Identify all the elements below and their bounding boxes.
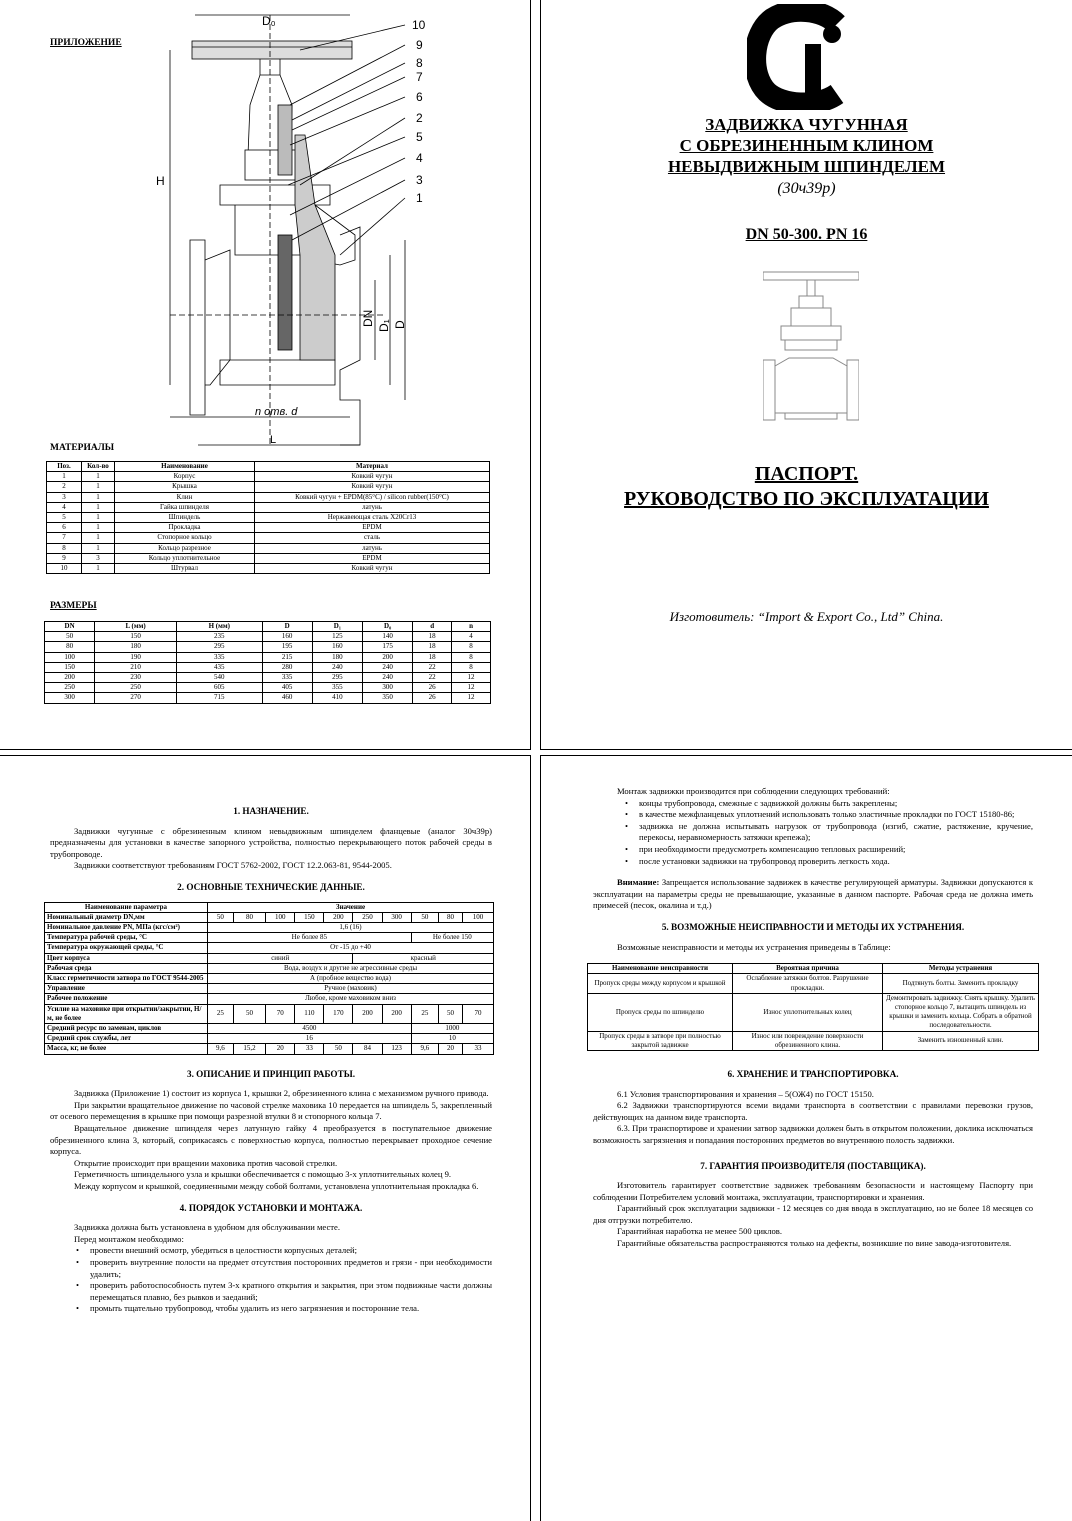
table-row (47, 533, 490, 543)
table-cell: EPDM (255, 523, 490, 533)
table-row (45, 652, 491, 662)
table-cell: 10 (47, 564, 82, 574)
table-cell: 1 (82, 564, 115, 574)
table-cell: 4 (452, 632, 491, 642)
label-h: H (156, 174, 165, 188)
table-cell: 335 (176, 652, 262, 662)
appendix-label: ПРИЛОЖЕНИЕ (50, 38, 122, 48)
table-cell: Шпиндель (115, 513, 255, 523)
part-label: 1 (416, 191, 423, 205)
model-code: (30ч39р) (777, 180, 836, 197)
spec-value: 4500 (208, 1024, 412, 1034)
table-cell: EPDM (255, 553, 490, 563)
table-row (588, 1031, 1039, 1050)
spec-label: Масса, кг, не более (45, 1044, 208, 1054)
part-label: 9 (416, 38, 423, 52)
table-cell: 22 (413, 673, 452, 683)
label-holes: n отв. d (255, 406, 298, 418)
sizes-label: РАЗМЕРЫ (50, 601, 97, 611)
part-label: 10 (412, 18, 426, 32)
spec-value: 1,6 (16) (208, 922, 494, 932)
spec-value: 25 (411, 1004, 438, 1023)
table-cell: 8 (47, 543, 82, 553)
table-row (47, 492, 490, 502)
section-title: 7. ГАРАНТИЯ ПРОИЗВОДИТЕЛЯ (ПОСТАВЩИКА). (700, 1160, 926, 1171)
table-cell: 1 (82, 492, 115, 502)
table-cell: Ослабление затяжки болтов. Разрушение прокладки. (733, 974, 883, 993)
table-row (47, 502, 490, 512)
paragraph: Задвижка должна быть установлена в удобном для обслуживании месте. (74, 1222, 340, 1233)
spec-value: синий (208, 953, 353, 963)
table-cell: 150 (45, 662, 95, 672)
paragraph: Изготовитель гарантирует соответствие задвижек требованиям безопасности и настоящему Паспорту при соблюдении Потребителем условий монтажа, эксплуатации, транспортировки и хранения. (593, 1180, 1033, 1202)
spec-value: 150 (295, 912, 324, 922)
table-cell: 180 (95, 642, 177, 652)
table-cell: сталь (255, 533, 490, 543)
table-cell: Прокладка (115, 523, 255, 533)
spec-label: Рабочее положение (45, 994, 208, 1004)
spec-value: 200 (324, 912, 353, 922)
table-cell: 18 (413, 632, 452, 642)
paragraph: 6.2 Задвижки транспортируются всеми видами транспорта в соответствии с правилами перевозки грузов, действующих на данном виде транспорта. (593, 1100, 1033, 1122)
table-cell: 180 (312, 652, 362, 662)
spec-label: Средний ресурс по заменам, циклов (45, 1024, 208, 1034)
manufacturer: Изготовитель: “Import & Export Co., Ltd” China. (669, 609, 944, 624)
table-cell: 335 (262, 673, 312, 683)
table-row (45, 693, 491, 703)
spec-label: Рабочая среда (45, 963, 208, 973)
table-cell: 250 (95, 683, 177, 693)
part-label: 2 (416, 111, 423, 125)
spec-value: Вода, воздух и другие не агрессивные среды (208, 963, 494, 973)
part-label: 6 (416, 90, 423, 104)
section-title: 5. ВОЗМОЖНЫЕ НЕИСПРАВНОСТИ И МЕТОДЫ ИХ УСТРАНЕНИЯ. (661, 921, 965, 932)
table-cell: 300 (45, 693, 95, 703)
warning-label: Внимание: (617, 877, 660, 888)
label-d1: D₁ (377, 319, 391, 332)
paragraph: Перед монтажом необходимо: (74, 1233, 184, 1244)
spec-label: Средний срок службы, лет (45, 1034, 208, 1044)
col-header: DN (45, 622, 95, 632)
table-cell: 435 (176, 662, 262, 672)
list-item: • проверить внутренние полости на предмет отсутствия посторонних предметов и грязи - при необходимости удалить; (90, 1257, 492, 1280)
list-item: • задвижка не должна испытывать нагрузок от трубопровода (изгиб, сжатие, растяжение, кручение, перекосы, неравномерность затяжки крепежа); (639, 821, 1033, 844)
col-header: Кол-во (82, 462, 115, 472)
table-cell: 2 (47, 482, 82, 492)
table-cell: 160 (262, 632, 312, 642)
table-cell: 1 (82, 502, 115, 512)
col-header: Вероятная причина (733, 964, 883, 974)
part-label: 5 (416, 130, 423, 144)
spec-value: 1000 (411, 1024, 493, 1034)
table-cell: 175 (362, 642, 412, 652)
spec-label: Управление (45, 984, 208, 994)
company-logo (747, 4, 857, 110)
list-item: • после установки задвижки на трубопровод проверить легкость хода. (639, 856, 1033, 868)
table-cell: 235 (176, 632, 262, 642)
page4-content (593, 786, 1033, 1250)
warning-text: Запрещается использование задвижек в качестве регулирующей арматуры. Задвижки допускаются к эксплуатации на параметры среды не превышающие, указанные в данном паспорте. Рабочая среда не должна иметь примесей (песок, окалина и т.д.) (593, 877, 1033, 911)
spec-value: 9,6 (411, 1044, 438, 1054)
spec-value: 9,6 (208, 1044, 234, 1054)
label-d0: D₀ (262, 14, 276, 28)
table-cell: 215 (262, 652, 312, 662)
paragraph: Задвижки соответствуют требованиям ГОСТ 5762-2002, ГОСТ 12.2.063-81, 9544-2005. (74, 860, 392, 871)
spec-value: 20 (266, 1044, 295, 1054)
paragraph: Вращательное движение шпинделя через латунную гайку 4 преобразуется в поступательное движение обрезиненного клина 3, который, соприкасаясь с поверхностью корпуса, полностью перекрывает проходное сечение корпуса. (50, 1122, 492, 1157)
table-cell: 150 (95, 632, 177, 642)
paragraph: 6.1 Условия транспортирования и хранения – 5(ОЖ4) по ГОСТ 15150. (617, 1088, 874, 1099)
paragraph: Между корпусом и крышкой, соединенными между собой болтами, установлена уплотнительная прокладка 6. (74, 1180, 479, 1191)
table-row (45, 662, 491, 672)
table-cell: 410 (312, 693, 362, 703)
table-cell: Износ уплотнительных колец (733, 993, 883, 1031)
list-item: • в качестве межфланцевых уплотнений использовать только эластичные прокладки по ГОСТ 15180-86; (639, 809, 1033, 821)
sizes-table (44, 621, 491, 704)
table-cell: 12 (452, 693, 491, 703)
table-cell: 4 (47, 502, 82, 512)
part-label: 7 (416, 70, 423, 84)
table-cell: 8 (452, 662, 491, 672)
table-cell: Кольцо уплотнительное (115, 553, 255, 563)
materials-label: МАТЕРИАЛЫ (50, 443, 115, 453)
size-range: DN 50-300. PN 16 (745, 226, 868, 243)
spec-value: 100 (266, 912, 295, 922)
table-cell: 6 (47, 523, 82, 533)
page-sections-5-7 (540, 755, 1072, 1521)
title-line: НЕВЫДВИЖНЫМ ШПИНДЕЛЕМ (667, 157, 946, 176)
col-header: Методы устранения (883, 964, 1039, 974)
table-cell: 125 (312, 632, 362, 642)
table-cell: Ковкий чугун (255, 564, 490, 574)
col-header: Поз. (47, 462, 82, 472)
table-cell: 3 (47, 492, 82, 502)
document-title (541, 114, 1072, 177)
spec-value: 50 (233, 1004, 265, 1023)
spec-label: Класс герметичности затвора по ГОСТ 9544-2005 (45, 973, 208, 983)
table-row (588, 974, 1039, 993)
part-label: 3 (416, 173, 423, 187)
table-cell: 240 (362, 673, 412, 683)
table-row (45, 642, 491, 652)
table-cell: 26 (413, 683, 452, 693)
col-header: Наименование неисправности (588, 964, 733, 974)
table-cell: 200 (45, 673, 95, 683)
table-cell: Стопорное кольцо (115, 533, 255, 543)
spec-value: 33 (463, 1044, 494, 1054)
table-cell: Износ или повреждение поверхности обрезиненного клина. (733, 1031, 883, 1050)
table-cell: 18 (413, 652, 452, 662)
spec-value: 50 (411, 912, 438, 922)
table-cell: Пропуск среды в затворе при полностью закрытой задвижке (588, 1031, 733, 1050)
col-header: Значение (208, 902, 494, 912)
table-cell: 1 (82, 533, 115, 543)
spec-value: 200 (353, 1004, 382, 1023)
paragraph: Герметичность шпиндельного узла и крышки обеспечивается с помощью 3-х уплотнительных колец 9. (74, 1169, 452, 1180)
table-row (47, 553, 490, 563)
table-cell: 1 (47, 472, 82, 482)
spec-value: 80 (439, 912, 463, 922)
spec-value: Не более 150 (411, 933, 493, 943)
table-cell: Подтянуть болты. Заменить прокладку (883, 974, 1039, 993)
col-header: n (452, 622, 491, 632)
spec-value: Любое, кроме маховиком вниз (208, 994, 494, 1004)
table-cell: 230 (95, 673, 177, 683)
table-cell: 350 (362, 693, 412, 703)
list-item: • промыть тщательно трубопровод, чтобы удалить из него загрязнения и посторонние тела. (90, 1303, 492, 1315)
spec-value: 80 (233, 912, 265, 922)
page-appendix (0, 0, 531, 750)
table-cell: латунь (255, 543, 490, 553)
paragraph: Задвижка (Приложение 1) состоит из корпуса 1, крышки 2, обрезиненного клина с механизмом ручного привода. (74, 1088, 489, 1099)
table-row (47, 513, 490, 523)
table-cell: 12 (452, 683, 491, 693)
paragraph: При закрытии вращательное движение по часовой стрелке маховика 10 передается на шпиндель 5, закрепленный от осевого перемещения в крышке при помощи разрезной втулки 8 и стопорного кольца 7. (50, 1099, 492, 1122)
table-cell: Ковкий чугун + EPDM(85°С) / silicon rubber(150°С) (255, 492, 490, 502)
table-cell: 22 (413, 662, 452, 672)
page-sections-1-4 (0, 755, 531, 1521)
table-cell: Ковкий чугун (255, 482, 490, 492)
table-cell: 12 (452, 673, 491, 683)
valve-section-drawing (150, 5, 450, 450)
col-header: L (мм) (95, 622, 177, 632)
materials-table (46, 461, 490, 574)
list-item: • провести внешний осмотр, убедиться в целостности корпусных деталей; (90, 1245, 492, 1257)
col-header: d (413, 622, 452, 632)
table-cell: Корпус (115, 472, 255, 482)
table-row (47, 564, 490, 574)
table-cell: 540 (176, 673, 262, 683)
col-header: D (262, 622, 312, 632)
list-item: • при необходимости предусмотреть компенсацию тепловых расширений; (639, 844, 1033, 856)
table-cell: Гайка шпинделя (115, 502, 255, 512)
spec-value: Ручное (маховик) (208, 984, 494, 994)
spec-value: 50 (324, 1044, 353, 1054)
table-cell: 300 (362, 683, 412, 693)
spec-label: Усилие на маховике при открытии/закрытии, Н/м, не более (45, 1004, 208, 1023)
spec-value: 20 (439, 1044, 463, 1054)
table-cell: 140 (362, 632, 412, 642)
section-title: 4. ПОРЯДОК УСТАНОВКИ И МОНТАЖА. (179, 1202, 363, 1213)
table-cell: 280 (262, 662, 312, 672)
table-cell: 240 (312, 662, 362, 672)
paragraph: Монтаж задвижки производится при соблюдении следующих требований: (617, 786, 890, 796)
table-cell: 8 (452, 652, 491, 662)
col-header: Материал (255, 462, 490, 472)
table-cell: 190 (95, 652, 177, 662)
spec-value: 15,2 (233, 1044, 265, 1054)
spec-table (44, 902, 494, 1055)
spec-value: 200 (382, 1004, 411, 1023)
troubleshooting-table (587, 963, 1039, 1051)
table-row (47, 472, 490, 482)
list-item: • концы трубопровода, смежные с задвижкой должны быть закреплены; (639, 798, 1033, 810)
spec-value: 25 (208, 1004, 234, 1023)
table-cell: 1 (82, 472, 115, 482)
table-cell: 8 (452, 642, 491, 652)
label-d: D (393, 320, 407, 329)
col-header: Наименование параметра (45, 902, 208, 912)
table-cell: 240 (362, 662, 412, 672)
table-cell: латунь (255, 502, 490, 512)
table-cell: Пропуск среды между корпусом и крышкой (588, 974, 733, 993)
spec-value: 70 (266, 1004, 295, 1023)
spec-value: А (пробное вещество вода) (208, 973, 494, 983)
table-cell: 405 (262, 683, 312, 693)
spec-value: 10 (411, 1034, 493, 1044)
spec-label: Номинальный диаметр DN,мм (45, 912, 208, 922)
spec-value: красный (353, 953, 494, 963)
col-header: Наименование (115, 462, 255, 472)
spec-value: 33 (295, 1044, 324, 1054)
section-title: 3. ОПИСАНИЕ И ПРИНЦИП РАБОТЫ. (186, 1068, 356, 1079)
spec-value: Не более 85 (208, 933, 412, 943)
title-line: ЗАДВИЖКА ЧУГУННАЯ (705, 115, 908, 134)
table-cell: 295 (176, 642, 262, 652)
spec-value: 84 (353, 1044, 382, 1054)
table-row (47, 523, 490, 533)
paragraph: Открытие происходит при вращении маховика против часовой стрелки. (74, 1157, 338, 1168)
passport-line: ПАСПОРТ. (754, 463, 859, 485)
spec-value: 123 (382, 1044, 411, 1054)
table-cell: 26 (413, 693, 452, 703)
paragraph: Возможные неисправности и методы их устранения приведены в Таблице: (617, 941, 891, 952)
table-cell: 1 (82, 482, 115, 492)
table-cell: 195 (262, 642, 312, 652)
table-cell: Нержавеющая сталь X20Cr13 (255, 513, 490, 523)
table-cell: 1 (82, 543, 115, 553)
table-cell: 1 (82, 513, 115, 523)
page-cover (540, 0, 1072, 750)
table-cell: 355 (312, 683, 362, 693)
table-cell: 7 (47, 533, 82, 543)
table-cell: Пропуск среды по шпинделю (588, 993, 733, 1031)
table-cell: Клин (115, 492, 255, 502)
spec-value: 100 (463, 912, 494, 922)
page3-content (47, 796, 492, 1315)
valve-thumbnail (763, 268, 859, 428)
spec-label: Номинальное давление PN, МПа (кгс/см²) (45, 922, 208, 932)
list-item: • проверить работоспособность путем 3-х кратного открытия и закрытия, при этом подвижные части должны перемещаться плавно, без рывков и заеданий; (90, 1280, 492, 1303)
table-cell: 160 (312, 642, 362, 652)
spec-value: 170 (324, 1004, 353, 1023)
spec-value: 300 (382, 912, 411, 922)
paragraph: 6.3. При транспортирове и хранении затвор задвижки должен быть в открытом положении, доклика исключаться возможность загрязнения и попадания посторонних предметов во внутреннюю полость задвижки. (593, 1123, 1033, 1145)
part-label: 4 (416, 151, 423, 165)
table-row (47, 482, 490, 492)
table-cell: Кольцо разрезное (115, 543, 255, 553)
spec-value: 50 (439, 1004, 463, 1023)
section-title: 6. ХРАНЕНИЕ И ТРАНСПОРТИРОВКА. (727, 1068, 899, 1079)
table-cell: 210 (95, 662, 177, 672)
paragraph: Гарантийный срок эксплуатации задвижки - 12 месяцев со дня ввода в эксплуатацию, но не более 18 месяцев со дня отгрузки потребителю. (593, 1203, 1033, 1225)
table-cell: 605 (176, 683, 262, 693)
table-cell: 1 (82, 523, 115, 533)
col-header: H (мм) (176, 622, 262, 632)
label-l: L (270, 434, 277, 446)
spec-value: 16 (208, 1034, 412, 1044)
spec-value: От -15 до +40 (208, 943, 494, 953)
table-cell: 5 (47, 513, 82, 523)
table-row (588, 993, 1039, 1031)
table-cell: 9 (47, 553, 82, 563)
paragraph: Задвижки чугунные с обрезиненным клином невыдвижным шпинделем фланцевые (аналог 30ч39р) предназначены для установки в качестве запорного устройства, полностью перекрывающего поток рабочей среды в трубопроводе. (50, 825, 492, 859)
title-line: С ОБРЕЗИНЕННЫМ КЛИНОМ (679, 136, 934, 155)
spec-value: 250 (353, 912, 382, 922)
table-row (45, 683, 491, 693)
spec-label: Температура окружающей среды, °С (45, 943, 208, 953)
section-title: 2. ОСНОВНЫЕ ТЕХНИЧЕСКИЕ ДАННЫЕ. (177, 881, 365, 892)
table-cell: Заменить изношенный клин. (883, 1031, 1039, 1050)
table-cell: Ковкий чугун (255, 472, 490, 482)
table-cell: 100 (45, 652, 95, 662)
table-row (45, 632, 491, 642)
col-header: D₁ (312, 622, 362, 632)
table-cell: 80 (45, 642, 95, 652)
table-cell: Штурвал (115, 564, 255, 574)
part-label: 8 (416, 56, 423, 70)
table-cell: 715 (176, 693, 262, 703)
passport-title (541, 462, 1072, 512)
table-cell: 270 (95, 693, 177, 703)
spec-label: Цвет корпуса (45, 953, 208, 963)
table-cell: 460 (262, 693, 312, 703)
table-row (47, 543, 490, 553)
passport-line: РУКОВОДСТВО ПО ЭКСПЛУАТАЦИИ (624, 488, 989, 510)
spec-value: 70 (463, 1004, 494, 1023)
table-cell: Крышка (115, 482, 255, 492)
spec-value: 110 (295, 1004, 324, 1023)
label-dn: DN (361, 309, 375, 327)
section-title: 1. НАЗНАЧЕНИЕ. (233, 806, 309, 816)
table-cell: 200 (362, 652, 412, 662)
table-cell: Демонтировать задвижку. Снять крышку. Удалить стопорное кольцо 7, вытащить шпиндель из крышки и заменить кольца. Собрать в обратной последовательности. (883, 993, 1039, 1031)
table-cell: 295 (312, 673, 362, 683)
table-cell: 50 (45, 632, 95, 642)
table-row (45, 673, 491, 683)
col-header: D₀ (362, 622, 412, 632)
paragraph: Гарантийная наработка не менее 500 циклов. (617, 1226, 782, 1237)
table-cell: 250 (45, 683, 95, 693)
spec-label: Температура рабочей среды, °С (45, 933, 208, 943)
table-cell: 18 (413, 642, 452, 652)
paragraph: Гарантийные обязательства распространяются только на дефекты, возникшие по вине завода-изготовителя. (617, 1238, 1012, 1249)
spec-value: 50 (208, 912, 234, 922)
table-cell: 3 (82, 553, 115, 563)
